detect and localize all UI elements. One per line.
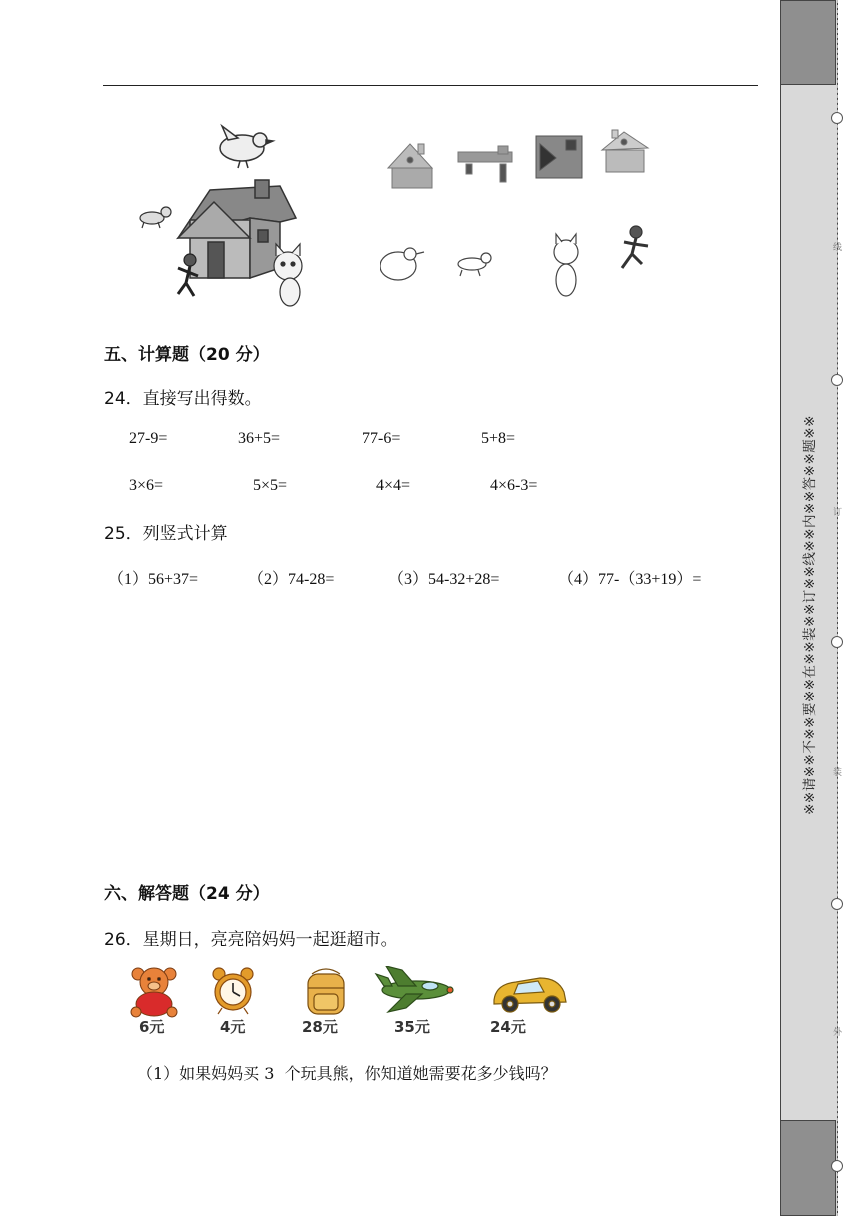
toy-car-icon bbox=[494, 978, 566, 1012]
cat-option-icon bbox=[554, 234, 578, 296]
question-24 bbox=[104, 384, 262, 409]
vertical-calc-item: （2）74-28= bbox=[248, 571, 335, 588]
house-side-view-icon bbox=[536, 136, 582, 178]
arithmetic-item: 4×4= bbox=[376, 477, 411, 494]
toys-row bbox=[126, 966, 576, 1018]
arithmetic-item: 4×6-3= bbox=[490, 477, 538, 494]
binding-warning: ※※请※※不※※要※※在※※装※※订※※线※※内※※答※※题※※ bbox=[802, 415, 818, 815]
header-rule bbox=[103, 85, 758, 86]
binding-hole bbox=[831, 636, 843, 648]
arithmetic-item: 3×6= bbox=[129, 477, 164, 494]
binding-hole bbox=[831, 1160, 843, 1172]
bird-option-icon bbox=[380, 248, 424, 280]
binding-strip-bottom-block bbox=[780, 1120, 836, 1216]
binding-strip-top-block bbox=[780, 0, 836, 85]
boy-icon bbox=[178, 254, 198, 296]
toy-price: 4元 bbox=[220, 1018, 246, 1036]
question-26-part-1: （1）如果妈妈买 3 个玩具熊，你知道她需要花多少钱吗？ bbox=[137, 1064, 557, 1083]
toy-price: 6元 bbox=[139, 1018, 165, 1036]
toy-price: 28元 bbox=[302, 1018, 338, 1036]
bird-icon bbox=[220, 126, 273, 168]
cat-icon bbox=[274, 244, 302, 306]
question-text: 直接写出得数。 bbox=[142, 389, 262, 409]
teddy-bear-icon bbox=[131, 968, 177, 1017]
dog-option-icon bbox=[458, 253, 491, 276]
question-26 bbox=[104, 925, 398, 950]
binding-char: 线 bbox=[833, 243, 843, 253]
vertical-calc-item: （3）54-32+28= bbox=[388, 571, 500, 588]
dog-icon bbox=[140, 207, 171, 228]
toy-price: 24元 bbox=[490, 1018, 526, 1036]
alarm-clock-icon bbox=[213, 968, 253, 1014]
arithmetic-item: 5×5= bbox=[253, 477, 288, 494]
question-25 bbox=[104, 519, 228, 544]
question-text: 列竖式计算 bbox=[142, 524, 228, 544]
arithmetic-item: 77-6= bbox=[362, 430, 401, 447]
vertical-calc-item: （1）56+37= bbox=[108, 571, 199, 588]
boy-option-icon bbox=[622, 226, 648, 268]
house-front-view-icon bbox=[388, 144, 432, 188]
binding-hole bbox=[831, 374, 843, 386]
backpack-icon bbox=[308, 969, 344, 1014]
question-number: 24． bbox=[104, 389, 143, 409]
arithmetic-item: 27-9= bbox=[129, 430, 168, 447]
section-6-title: 六、解答题（24 分） bbox=[104, 884, 270, 904]
house-top-view-icon bbox=[458, 146, 512, 182]
arithmetic-item: 36+5= bbox=[238, 430, 281, 447]
section-5-title: 五、计算题（20 分） bbox=[104, 345, 270, 365]
question-number: 26． bbox=[104, 930, 143, 950]
house-scene-illustration bbox=[130, 118, 315, 313]
arithmetic-item: 5+8= bbox=[481, 430, 516, 447]
question-number: 25． bbox=[104, 524, 143, 544]
vertical-calc-item: （4）77-（33+19）= bbox=[558, 571, 702, 588]
airplane-icon bbox=[376, 966, 453, 1012]
question-text: 星期日，亮亮陪妈妈一起逛超市。 bbox=[142, 930, 398, 950]
binding-hole bbox=[831, 112, 843, 124]
binding-char: 外 bbox=[833, 1028, 843, 1038]
binding-char: 装 bbox=[833, 768, 843, 778]
binding-hole bbox=[831, 898, 843, 910]
binding-char: 订 bbox=[833, 508, 843, 518]
house-oblique-view-icon bbox=[602, 130, 648, 172]
toy-price: 35元 bbox=[394, 1018, 430, 1036]
view-options-illustration bbox=[380, 124, 670, 304]
